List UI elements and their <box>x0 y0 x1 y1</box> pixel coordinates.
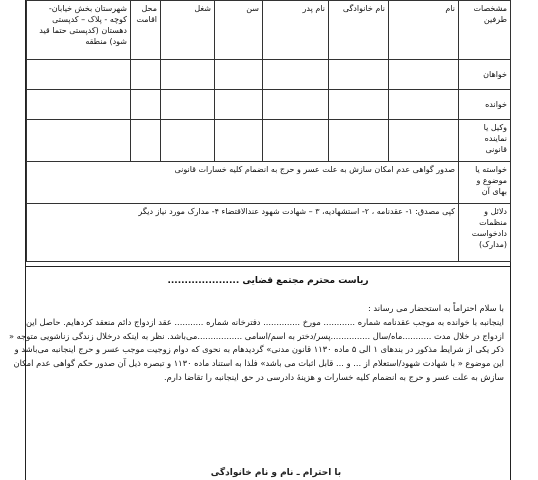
defendant-residence-cell[interactable] <box>131 90 161 120</box>
defendant-name-cell[interactable] <box>389 90 459 120</box>
letter-line: این موضوع « با شهادت شهود/استعلام از ... و ... قابل اثبات می باشد» فلذا به استناد ماده ۱۱۳۰ و تبصره ذیل آن صدور حکم گواهی عدم امکان <box>13 358 504 369</box>
letter-line: ازدواج در خلال مدت ...........ماه/سال ...............پسر/دختر به اسم/اسامی .................می‌باشد. نظر به اینکه درخلال زندگی زناشویی متوجه « <box>8 330 504 341</box>
lawyer-row <box>27 120 511 162</box>
section-divider <box>26 266 510 267</box>
header-row <box>27 1 511 60</box>
plaintiff-address-cell[interactable] <box>27 60 131 90</box>
defendant-family-cell[interactable] <box>329 90 389 120</box>
letter-line: سازش به علت عسر و حرج به انضمام کلیه خسارات و هزینۀ دادرسی در حق اینجانبه را تقاضا دارم. <box>163 371 504 382</box>
defendant-label: خوانده <box>459 90 511 120</box>
evidence-row <box>27 204 511 262</box>
header-name: نام <box>389 1 459 60</box>
defendant-address-cell[interactable] <box>27 90 131 120</box>
header-age: سن <box>215 1 263 60</box>
header-party-specs: مشخصات طرفین <box>459 1 511 60</box>
claim-row <box>27 162 511 204</box>
plaintiff-residence-cell[interactable] <box>131 60 161 90</box>
evidence-label: دلائل و منظمات دادخواست (مدارک) <box>459 204 511 262</box>
lawyer-label: وکیل یا نماینده قانونی <box>459 120 511 162</box>
header-address: شهرستان بخش خیابان- کوچه - پلاک – کدپستی دهستان (کدپستی حتما قید شود) منطقه <box>27 1 131 60</box>
letter-line: با سلام احتراماً به استحضار می رساند : <box>367 303 504 313</box>
header-family-name: نام خانوادگی <box>329 1 389 60</box>
defendant-father-cell[interactable] <box>263 90 329 120</box>
plaintiff-job-cell[interactable] <box>161 60 215 90</box>
letter-line: ذکر یکی از شرایط مذکور در بندهای ۱ الی ۵ ماده ۱۱۳۰ قانون مدنی» گردیدهام به نحوی که دوام زوجیت موجب عسر و حرج اینجانبه می‌باشد و <box>14 344 504 355</box>
letter-line: اینجانبه با خوانده به موجب عقدنامه شماره ............ مورخ .............. دفترخانه شماره ........... عقد ازدواج دائم منعقد کردهایم. حاصل این <box>25 316 504 327</box>
letter-title: ریاست محترم مجتمع قضایی ..................... <box>167 276 369 286</box>
plaintiff-family-cell[interactable] <box>329 60 389 90</box>
lawyer-address-cell[interactable] <box>27 120 131 162</box>
header-residence: محل اقامت <box>131 1 161 60</box>
lawyer-age-cell[interactable] <box>215 120 263 162</box>
signature-line: با احترام ـ نام و نام خانوادگی <box>210 468 342 478</box>
defendant-job-cell[interactable] <box>161 90 215 120</box>
lawyer-family-cell[interactable] <box>329 120 389 162</box>
plaintiff-father-cell[interactable] <box>263 60 329 90</box>
lawyer-job-cell[interactable] <box>161 120 215 162</box>
header-job: شغل <box>161 1 215 60</box>
claim-label: خواسته یا موضوع و بهای آن <box>459 162 511 204</box>
letter-body <box>8 302 504 385</box>
claim-text: صدور گواهی عدم امکان سازش به علت عسر و حرج به انضمام کلیه خسارات قانونی <box>27 162 459 204</box>
lawyer-name-cell[interactable] <box>389 120 459 162</box>
plaintiff-age-cell[interactable] <box>215 60 263 90</box>
defendant-row <box>27 90 511 120</box>
header-father-name: نام پدر <box>263 1 329 60</box>
plaintiff-row <box>27 60 511 90</box>
parties-table <box>26 0 511 262</box>
petition-form <box>8 0 511 480</box>
evidence-text: کپی مصدق: ۱- عقدنامه ، ۲- استشهادیه، ۳ – شهادت شهود عندالاقتضاء ۴- مدارک مورد نیاز دیگر <box>27 204 459 262</box>
lawyer-father-cell[interactable] <box>263 120 329 162</box>
defendant-age-cell[interactable] <box>215 90 263 120</box>
plaintiff-name-cell[interactable] <box>389 60 459 90</box>
plaintiff-label: خواهان <box>459 60 511 90</box>
lawyer-residence-cell[interactable] <box>131 120 161 162</box>
